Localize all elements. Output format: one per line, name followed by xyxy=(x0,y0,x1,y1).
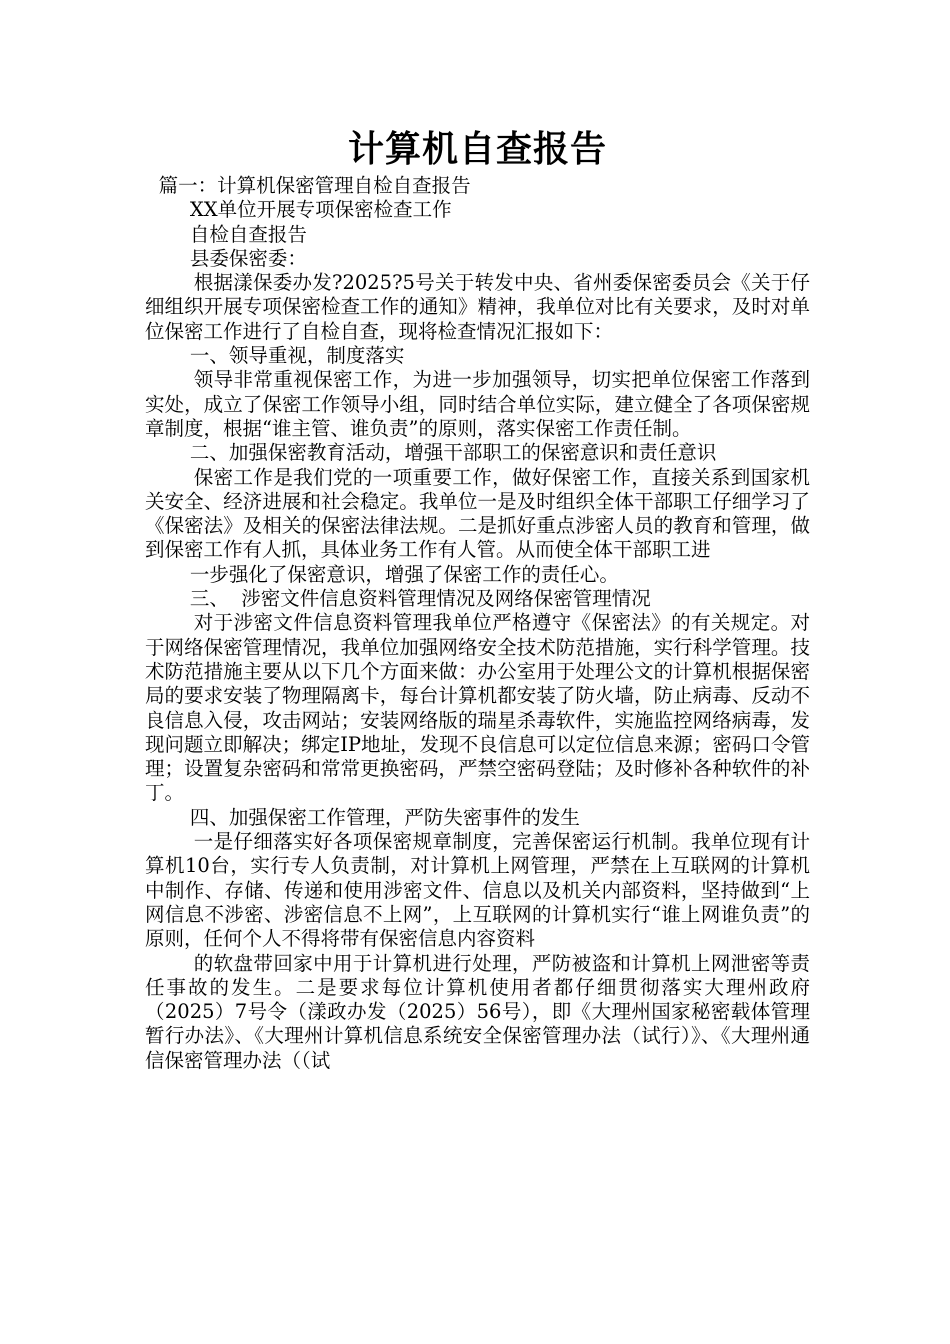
paragraph: XX单位开展专项保密检查工作 xyxy=(189,198,452,222)
paragraph: 三、 涉密文件信息资料管理情况及网络保密管理情况 xyxy=(189,587,651,611)
document-page xyxy=(145,126,810,1073)
document-title: 计算机自查报告 xyxy=(347,129,607,170)
paragraph: 保密工作是我们党的一项重要工作，做好保密工作，直接关系到国家机关安全、经济进展和社会稳定。我单位一是及时组织全体干部职工仔细学习了《保密法》及相关的保密法律法规。二是抓好重点涉密人员的教育和管理，做到保密工作有人抓，具体业务工作有人管。从而使全体干部职工进 xyxy=(145,465,810,562)
paragraph: 领导非常重视保密工作，为进一步加强领导，切实把单位保密工作落到实处，成立了保密工作领导小组，同时结合单位实际，建立健全了各项保密规章制度，根据“谁主管、谁负责”的原则，落实保密工作责任制。 xyxy=(145,368,810,440)
paragraph: 一步强化了保密意识，增强了保密工作的责任心。 xyxy=(189,562,619,586)
document-body xyxy=(145,174,810,1073)
paragraph: 篇一：计算机保密管理自检自查报告 xyxy=(158,174,471,197)
paragraph: 一、领导重视，制度落实 xyxy=(189,344,405,368)
paragraph: 自检自查报告 xyxy=(189,222,307,246)
paragraph: 对于涉密文件信息资料管理我单位严格遵守《保密法》的有关规定。对于网络保密管理情况，我单位加强网络安全技术防范措施，实行科学管理。技术防范措施主要从以下几个方面来做：办公室用于处理公文的计算机根据保密局的要求安装了物理隔离卡，每台计算机都安装了防火墙，防止病毒、反动不良信息入侵，攻击网站；安装网络版的瑞星杀毒软件，实施监控网络病毒，发现问题立即解决；绑定IP地址，发现不良信息可以定位信息来源；密码口令管理；设置复杂密码和常常更换密码，严禁空密码登陆；及时修补各种软件的补丁。 xyxy=(145,611,810,805)
paragraph: 根据漾保委办发?2025?5号关于转发中央、省州委保密委员会《关于仔细组织开展专项保密检查工作的通知》精神，我单位对比有关要求，及时对单位保密工作进行了自检自查，现将检查情况汇报如下： xyxy=(145,271,810,343)
paragraph: 一是仔细落实好各项保密规章制度，完善保密运行机制。我单位现有计算机10台，实行专人负责制，对计算机上网管理，严禁在上互联网的计算机中制作、存储、传递和使用涉密文件、信息以及机关内部资料，坚持做到“上网信息不涉密、涉密信息不上网”，上互联网的计算机实行“谁上网谁负责”的原则，任何个人不得将带有保密信息内容资料 xyxy=(145,830,810,951)
paragraph: 的软盘带回家中用于计算机进行处理，严防被盗和计算机上网泄密等责任事故的发生。二是要求每位计算机使用者都仔细贯彻落实大理州政府（2025）7号令（漾政办发（2025）56号），即《大理州国家秘密载体管理暂行办法》、《大理州计算机信息系统安全保密管理办法（试行）》、《大理州通信保密管理办法（（试 xyxy=(145,951,810,1072)
paragraph: 四、加强保密工作管理，严防失密事件的发生 xyxy=(189,805,580,829)
paragraph: 二、加强保密教育活动，增强干部职工的保密意识和责任意识 xyxy=(189,441,717,465)
paragraph: 县委保密委： xyxy=(189,246,307,270)
